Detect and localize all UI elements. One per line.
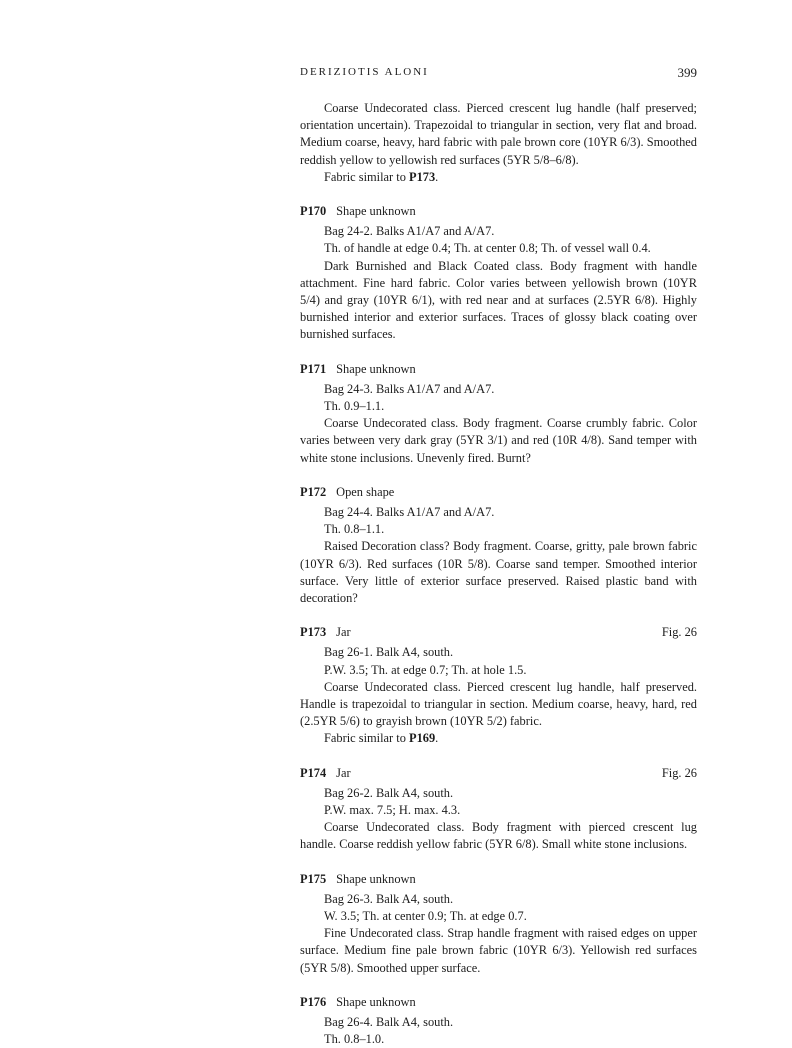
entry-heading [300,624,697,641]
entry-id: P176 [300,994,327,1009]
entry-id: P170 [300,204,327,219]
entry-measurements: P.W. 3.5; Th. at edge 0.7; Th. at hole 1.5. [324,662,527,677]
entry-id: P173 [300,625,327,640]
entry-measurements: Th. of handle at edge 0.4; Th. at center 0.8; Th. of vessel wall 0.4. [324,241,651,256]
entry-description: Coarse Undecorated class. Body fragment. Coarse crumbly fabric. Color varies between very dark gray (5YR 3/1) and red (10R 4/8). Sand temper with white stone inclusions. Unevenly fired. Burnt? [300,416,697,465]
catalog-entry-p176 [300,994,697,1048]
running-head-title: DERIZIOTIS ALONI [300,66,429,78]
entry-description: Fine Undecorated class. Strap handle fragment with raised edges on upper surface. Medium fine pale brown fabric (10YR 6/3). Yellowish red surfaces (5YR 5/8). Smoothed upper surface. [300,926,697,975]
entry-shape: Open shape [336,484,395,499]
entry-id: P175 [300,871,327,886]
entry-heading [300,994,697,1011]
entry-measurements: Th. 0.9–1.1. [324,399,385,414]
entry-shape: Jar [336,625,351,640]
catalog-entry-p172 [300,484,697,607]
entry-description: Coarse Undecorated class. Pierced crescent lug handle, half preserved. Handle is trapezoidal to triangular in section. Medium coarse, heavy, hard, red (2.5YR 5/6) to grayish brown (10YR 5/2) fabric. [300,679,697,729]
catalog-content [300,100,697,1048]
figure-reference: Fig. 26 [661,765,697,780]
cross-reference: P173 [409,169,436,184]
entry-heading [300,765,697,782]
entry-bag: Bag 26-4. Balk A4, south. [324,1015,454,1030]
catalog-entry-p173 [300,624,697,747]
catalog-entry-p175 [300,871,697,977]
entry-bag: Bag 24-2. Balks A1/A7 and A/A7. [324,224,495,239]
entry-measurements: W. 3.5; Th. at center 0.9; Th. at edge 0.7. [324,909,527,924]
entry-measurements: P.W. max. 7.5; H. max. 4.3. [324,803,461,818]
entry-similar: Fabric similar to P169. [324,731,439,746]
entry-bag: Bag 26-1. Balk A4, south. [324,645,454,660]
entry-shape: Shape unknown [336,361,416,376]
entry-description: Dark Burnished and Black Coated class. Body fragment with handle attachment. Fine hard fabric. Color varies between yellowish brown (10YR 5/4) and gray (10YR 6/1), with red near and at surfaces (2.5YR 6/8). Highly burnished interior and exterior surfaces. Traces of glossy black coating over burnished surfaces. [300,258,697,342]
entry-heading [300,203,697,220]
entry-id: P172 [300,484,327,499]
catalog-entry-p174 [300,765,697,854]
entry-measurements: Th. 0.8–1.1. [324,522,385,537]
catalog-entry-p171 [300,361,697,467]
page-number: 399 [677,65,697,80]
running-head [300,66,697,82]
catalog-entry-p170 [300,203,697,344]
entry-heading [300,361,697,378]
continuation-description: Coarse Undecorated class. Pierced crescent lug handle (half preserved; orientation uncertain). Trapezoidal to triangular in section, very flat and broad. Medium coarse, heavy, hard fabric with pale brown core (10YR 6/3). Smoothed reddish yellow to yellowish red surfaces (5YR 5/8–6/8). [300,101,697,167]
entry-shape: Shape unknown [336,994,416,1009]
entry-bag: Bag 24-3. Balks A1/A7 and A/A7. [324,381,495,396]
entry-bag: Bag 26-3. Balk A4, south. [324,891,454,906]
entry-measurements: Th. 0.8–1.0. [324,1032,385,1047]
entry-heading [300,871,697,888]
figure-reference: Fig. 26 [661,625,697,640]
entry-shape: Shape unknown [336,871,416,886]
entry-description: Coarse Undecorated class. Body fragment with pierced crescent lug handle. Coarse reddish yellow fabric (5YR 6/8). Small white stone inclusions. [300,820,697,852]
entry-heading [300,484,697,501]
entry-bag: Bag 24-4. Balks A1/A7 and A/A7. [324,505,495,520]
entry-bag: Bag 26-2. Balk A4, south. [324,785,454,800]
entry-shape: Jar [336,765,351,780]
entry-shape: Shape unknown [336,204,416,219]
entry-id: P174 [300,765,327,780]
continuation-similar: Fabric similar to P173. [324,169,439,184]
entry-description: Raised Decoration class? Body fragment. Coarse, gritty, pale brown fabric (10YR 6/3). Red surfaces (10R 5/8). Coarse sand temper. Smoothed interior surface. Very little of exterior surface preserved. Raised plastic band with decoration? [300,539,697,606]
cross-reference: P169 [409,731,436,746]
entry-id: P171 [300,361,327,376]
